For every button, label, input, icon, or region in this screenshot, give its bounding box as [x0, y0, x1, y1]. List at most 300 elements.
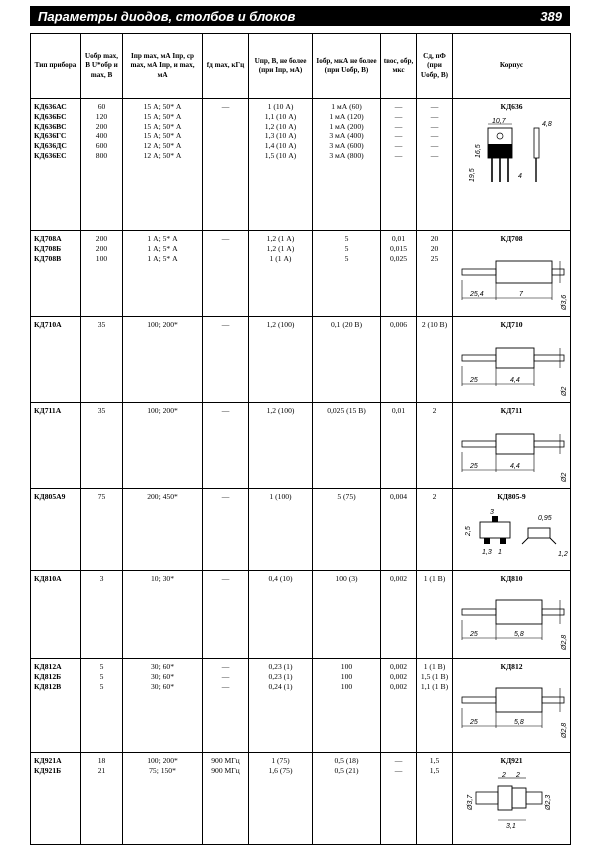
dim-diameter: Ø2: [560, 472, 568, 482]
cell-value: —: [221, 234, 230, 243]
dim-body-length: 4,4: [509, 462, 520, 470]
col-urev: Uобр max, В U*обр и max, В: [81, 34, 123, 99]
dim-b: 0,95: [537, 514, 552, 522]
cell-value: 100: [340, 671, 353, 681]
cell-value: 0,025: [389, 253, 408, 263]
cell-freq: [203, 659, 249, 753]
cell-value: —: [394, 765, 403, 775]
device-type: КД921Б: [34, 765, 62, 775]
cell-urev: [81, 99, 123, 231]
dim-c: 2,5: [464, 525, 472, 536]
package-drawing: [456, 420, 568, 484]
cell-value: 2: [432, 406, 437, 415]
cell-value: 3 мА (800): [329, 150, 364, 160]
cell-value: —: [221, 492, 230, 501]
cell-urev: [81, 317, 123, 403]
dim-body: 2: [501, 771, 506, 779]
cell-irev: [313, 317, 381, 403]
cell-ufw: [249, 753, 313, 845]
cell-value: 0,01: [391, 406, 406, 415]
cell-value: —: [221, 662, 230, 671]
cell-value: —: [394, 150, 403, 160]
package-name: КД636: [500, 102, 523, 111]
cell-value: 12 А; 50* А: [143, 141, 182, 151]
dim-diameter: Ø2: [560, 386, 568, 396]
cell-names: [31, 571, 81, 659]
table-row: [31, 489, 571, 571]
cell-value: 120: [95, 111, 108, 121]
cell-value: 1,2 (100): [266, 320, 295, 329]
col-cap: Cд, пФ (при Uобр, В): [417, 34, 453, 99]
cell-cap: [417, 231, 453, 317]
device-type: КД636ДС: [34, 141, 67, 151]
cell-urev: [81, 489, 123, 571]
cell-value: 100; 200*: [147, 406, 178, 415]
cell-value: 900 МГц: [211, 756, 240, 765]
lead-left: [462, 609, 496, 615]
pin-2: [500, 538, 506, 544]
table-row: [31, 403, 571, 489]
diode-body: [496, 261, 552, 283]
package-name: КД921: [500, 756, 523, 765]
cell-cap: [417, 659, 453, 753]
pin-3: [492, 516, 498, 522]
cell-value: 100: [340, 662, 353, 671]
dim-body-length: 5,8: [513, 718, 524, 726]
cell-freq: [203, 231, 249, 317]
dim-length: 3,1: [505, 822, 516, 830]
cell-value: 0,1 (20 В): [330, 320, 362, 329]
cell-value: —: [221, 574, 230, 583]
col-package: Корпус: [453, 34, 571, 99]
cell-cap: [417, 317, 453, 403]
diode-body: [496, 688, 542, 712]
cell-value: 5: [99, 681, 104, 691]
dim-cap: 2: [515, 771, 520, 779]
cell-value: 75; 150*: [149, 765, 176, 775]
dim-f: 1: [497, 548, 502, 556]
cell-ifw: [123, 659, 203, 753]
package-drawing: [456, 770, 568, 834]
cell-value: 1 мА (200): [329, 121, 364, 131]
cell-trr: [381, 403, 417, 489]
cell-value: 1,3 (10 А): [264, 131, 297, 141]
cell-value: 0,5 (18): [334, 756, 359, 765]
diode-body: [496, 348, 534, 368]
page-header: [30, 6, 570, 26]
cell-value: 1 (75): [271, 756, 290, 765]
cell-value: 20: [430, 234, 439, 243]
cell-urev: [81, 753, 123, 845]
dim-a: 3: [489, 508, 494, 516]
package-body: [488, 144, 512, 158]
cell-urev: [81, 571, 123, 659]
device-type: КД636БС: [34, 111, 67, 121]
cell-value: 5 (75): [337, 492, 356, 501]
cell-value: 0,002: [389, 662, 408, 671]
dim-lead-length: 25,4: [469, 290, 484, 298]
cell-value: 35: [97, 320, 106, 329]
col-trr: tвос, обр, мкс: [381, 34, 417, 99]
cell-value: 15 А; 50* А: [143, 121, 182, 131]
cell-freq: [203, 753, 249, 845]
cell-value: 1 (100): [269, 492, 292, 501]
package-name: КД805-9: [497, 492, 526, 501]
cell-urev: [81, 403, 123, 489]
cell-value: —: [394, 141, 403, 151]
mounting-hole: [497, 133, 503, 139]
cell-irev: [313, 489, 381, 571]
cell-value: 1,5: [429, 765, 440, 775]
dim-height: 16,5: [474, 144, 482, 158]
cell-package: [453, 317, 571, 403]
cell-value: 5: [344, 234, 349, 243]
cell-value: 12 А; 50* А: [143, 150, 182, 160]
cell-value: 0,24 (1): [268, 681, 293, 691]
cell-package: [453, 753, 571, 845]
cell-value: 18: [97, 756, 106, 765]
dim-lead-length: 25: [469, 462, 478, 470]
cell-trr: [381, 753, 417, 845]
lead-right: [552, 269, 564, 275]
cell-value: 0,025 (15 В): [327, 406, 366, 415]
cell-value: 1,2 (100): [266, 406, 295, 415]
cell-value: 0,23 (1): [268, 662, 293, 671]
dim-pin: 4: [517, 172, 522, 180]
cell-urev: [81, 659, 123, 753]
cell-value: 1,1 (1 В): [420, 681, 449, 691]
cell-trr: [381, 489, 417, 571]
smd-body: [480, 522, 510, 538]
cell-names: [31, 317, 81, 403]
dim-diameter-2: Ø2,3: [544, 794, 552, 810]
cell-value: 15 А; 50* А: [143, 111, 182, 121]
cell-package: [453, 231, 571, 317]
cell-package: [453, 489, 571, 571]
cell-value: 900 МГц: [211, 765, 240, 775]
dim-body-length: 7: [518, 290, 523, 298]
dim-diameter-1: Ø3,7: [466, 794, 474, 810]
device-type: КД812В: [34, 681, 62, 691]
dim-thickness: 4,8: [541, 120, 552, 128]
package-name: КД708: [500, 234, 523, 243]
cell-names: [31, 753, 81, 845]
device-type: КД708Б: [34, 243, 62, 253]
cell-trr: [381, 231, 417, 317]
cell-value: 30; 60*: [151, 671, 174, 681]
cell-ufw: [249, 489, 313, 571]
lead-left: [462, 441, 496, 447]
cell-ufw: [249, 231, 313, 317]
diode-body: [496, 434, 534, 454]
cell-value: 0,015: [389, 243, 408, 253]
col-freq: fд max, кГц: [203, 34, 249, 99]
cell-value: 2 (10 В): [421, 320, 448, 329]
cell-value: —: [394, 111, 403, 121]
cell-value: —: [221, 681, 230, 691]
cell-value: 100; 200*: [147, 320, 178, 329]
dim-width: 10,7: [491, 117, 506, 125]
cell-value: —: [430, 131, 439, 141]
cell-value: 5: [344, 243, 349, 253]
cell-value: 200: [95, 234, 108, 243]
cell-value: 3 мА (400): [329, 131, 364, 141]
cell-package: [453, 403, 571, 489]
cell-freq: [203, 571, 249, 659]
cell-value: 0,5 (21): [334, 765, 359, 775]
package-drawing: [456, 116, 568, 200]
cell-value: —: [430, 141, 439, 151]
device-type: КД805А9: [34, 492, 66, 501]
cell-irev: [313, 231, 381, 317]
cell-value: 1 мА (60): [331, 102, 362, 111]
dim-lead-length: 25: [469, 630, 478, 638]
cell-value: 0,4 (10): [268, 574, 293, 583]
smd-side: [528, 528, 550, 538]
cell-freq: [203, 99, 249, 231]
cell-value: 75: [97, 492, 106, 501]
cell-cap: [417, 489, 453, 571]
pin-1: [484, 538, 490, 544]
cell-names: [31, 489, 81, 571]
table-row: [31, 753, 571, 845]
table-row: [31, 99, 571, 231]
lead-left: [462, 355, 496, 361]
dim-e: 1,3: [481, 548, 492, 556]
cell-value: 5: [99, 662, 104, 671]
cell-value: 0,006: [389, 320, 408, 329]
dim-lead-length: 25: [469, 376, 478, 384]
cell-trr: [381, 317, 417, 403]
cell-value: 200: [95, 243, 108, 253]
device-type: КД636ГС: [34, 131, 67, 141]
package-name: КД711: [500, 406, 523, 415]
cell-value: 1,2 (10 А): [264, 121, 297, 131]
dim-diameter: Ø3,6: [560, 294, 568, 310]
cell-ufw: [249, 317, 313, 403]
dim-body-length: 4,4: [509, 376, 520, 384]
cell-irev: [313, 753, 381, 845]
device-type: КД812Б: [34, 671, 62, 681]
cell-cap: [417, 571, 453, 659]
device-type: КД711А: [34, 406, 62, 415]
cell-value: —: [394, 102, 403, 111]
dim-total-height: 19,5: [468, 168, 476, 182]
device-type: КД812А: [34, 662, 62, 671]
cell-cap: [417, 403, 453, 489]
device-type: КД636АС: [34, 102, 67, 111]
package-name: КД710: [500, 320, 523, 329]
device-type: КД708В: [34, 253, 62, 263]
page-number: 389: [540, 8, 562, 24]
device-type: КД710А: [34, 320, 62, 329]
table-row: [31, 317, 571, 403]
device-type: КД708А: [34, 234, 62, 243]
cell-irev: [313, 571, 381, 659]
lead-right: [542, 609, 564, 615]
dim-lead-length: 25: [469, 718, 478, 726]
cell-value: 1,2 (1 А): [266, 234, 295, 243]
cell-value: 1,2 (1 А): [266, 243, 295, 253]
cell-value: —: [221, 671, 230, 681]
device-type: КД810А: [34, 574, 62, 583]
cell-package: [453, 571, 571, 659]
package-drawing: [456, 676, 568, 740]
diode-parameters-table: [30, 33, 571, 845]
cell-value: 1 А; 5* А: [147, 253, 178, 263]
col-iforward: Iпр max, мА Iпр, ср max, мА Iпр, и max, мА: [123, 34, 203, 99]
table-row: [31, 659, 571, 753]
cell-value: 1,5 (10 А): [264, 150, 297, 160]
cell-value: 1 (1 А): [269, 253, 292, 263]
cell-package: [453, 99, 571, 231]
cell-value: 1,4 (10 А): [264, 141, 297, 151]
lead-left: [462, 269, 496, 275]
cell-value: 1 мА (120): [329, 111, 364, 121]
cell-names: [31, 99, 81, 231]
cell-value: 15 А; 50* А: [143, 102, 182, 111]
cell-cap: [417, 753, 453, 845]
cell-ifw: [123, 753, 203, 845]
device-type: КД921А: [34, 756, 62, 765]
package-name: КД810: [500, 574, 523, 583]
cell-value: 0,01: [391, 234, 406, 243]
package-drawing: [456, 248, 568, 312]
cell-ifw: [123, 231, 203, 317]
cell-ufw: [249, 403, 313, 489]
dim-diameter: Ø2,8: [560, 634, 568, 650]
side-view: [534, 128, 539, 158]
cell-ifw: [123, 489, 203, 571]
cell-ufw: [249, 659, 313, 753]
cell-names: [31, 231, 81, 317]
cell-ufw: [249, 571, 313, 659]
cell-ifw: [123, 403, 203, 489]
cell-value: 1 А; 5* А: [147, 243, 178, 253]
col-type: Тип прибора: [31, 34, 81, 99]
cell-value: 20: [430, 243, 439, 253]
diode-body: [496, 600, 542, 624]
cell-urev: [81, 231, 123, 317]
cell-value: —: [221, 102, 230, 111]
dim-diameter: Ø2,8: [560, 722, 568, 738]
cell-value: 3 мА (600): [329, 141, 364, 151]
cell-irev: [313, 99, 381, 231]
cell-value: —: [394, 121, 403, 131]
cell-value: 100; 200*: [147, 756, 178, 765]
cell-ifw: [123, 317, 203, 403]
cell-value: 0,002: [389, 681, 408, 691]
cell-value: 2: [432, 492, 437, 501]
col-uforward: Uпр, В, не более (при Iпр, мА): [249, 34, 313, 99]
cell-value: 3: [99, 574, 104, 583]
cell-value: —: [430, 111, 439, 121]
cell-irev: [313, 659, 381, 753]
package-name: КД812: [500, 662, 523, 671]
cell-freq: [203, 489, 249, 571]
cell-value: 0,23 (1): [268, 671, 293, 681]
dim-d: 1,2: [557, 550, 568, 558]
cell-value: 1,6 (75): [268, 765, 293, 775]
cell-names: [31, 659, 81, 753]
cell-value: —: [221, 406, 230, 415]
cell-value: 30; 60*: [151, 662, 174, 671]
cell-value: 21: [97, 765, 106, 775]
cell-value: 200: [95, 121, 108, 131]
cell-ufw: [249, 99, 313, 231]
cell-value: 0,004: [389, 492, 408, 501]
cell-value: —: [430, 121, 439, 131]
cell-value: 15 А; 50* А: [143, 131, 182, 141]
cell-package: [453, 659, 571, 753]
cell-value: 800: [95, 150, 108, 160]
package-drawing: [456, 506, 568, 566]
cell-value: 60: [97, 102, 106, 111]
cell-value: 10; 30*: [151, 574, 174, 583]
cell-value: —: [394, 756, 403, 765]
cell-value: 30; 60*: [151, 681, 174, 691]
table-row: [31, 571, 571, 659]
cell-value: 1,5 (1 В): [420, 671, 449, 681]
cell-value: 25: [430, 253, 439, 263]
cell-value: 1 А; 5* А: [147, 234, 178, 243]
cell-freq: [203, 317, 249, 403]
cell-value: —: [430, 150, 439, 160]
cell-value: 0,002: [389, 574, 408, 583]
cell-value: 600: [95, 141, 108, 151]
cell-trr: [381, 99, 417, 231]
cell-value: 35: [97, 406, 106, 415]
cell-value: 1,1 (10 А): [264, 111, 297, 121]
table-header-row: [31, 34, 571, 99]
cell-value: 0,002: [389, 671, 408, 681]
cell-value: 100: [340, 681, 353, 691]
cell-ifw: [123, 571, 203, 659]
cell-value: 1 (1 В): [423, 574, 446, 583]
page-title: Параметры диодов, столбов и блоков: [38, 8, 296, 24]
cell-value: 400: [95, 131, 108, 141]
device-type: КД636ЕС: [34, 150, 67, 160]
cell-value: 100: [95, 253, 108, 263]
cell-ifw: [123, 99, 203, 231]
cell-freq: [203, 403, 249, 489]
device-type: КД636ВС: [34, 121, 67, 131]
cell-value: —: [394, 131, 403, 141]
lead-right: [534, 441, 564, 447]
cell-value: 100 (3): [335, 574, 358, 583]
cell-names: [31, 403, 81, 489]
cell-trr: [381, 659, 417, 753]
lead-right: [534, 355, 564, 361]
cell-trr: [381, 571, 417, 659]
cell-value: —: [430, 102, 439, 111]
table-row: [31, 231, 571, 317]
cell-value: 5: [344, 253, 349, 263]
cell-cap: [417, 99, 453, 231]
cell-value: 5: [99, 671, 104, 681]
lead-left: [462, 697, 496, 703]
cell-value: 200; 450*: [147, 492, 178, 501]
cell-value: 1,5: [429, 756, 440, 765]
cell-irev: [313, 403, 381, 489]
cell-value: 1 (10 А): [267, 102, 294, 111]
col-irev: Iобр, мкА не более (при Uобр, В): [313, 34, 381, 99]
cell-value: —: [221, 320, 230, 329]
package-drawing: [456, 334, 568, 398]
dim-body-length: 5,8: [513, 630, 524, 638]
cell-value: 1 (1 В): [423, 662, 446, 671]
lead-right: [542, 697, 564, 703]
